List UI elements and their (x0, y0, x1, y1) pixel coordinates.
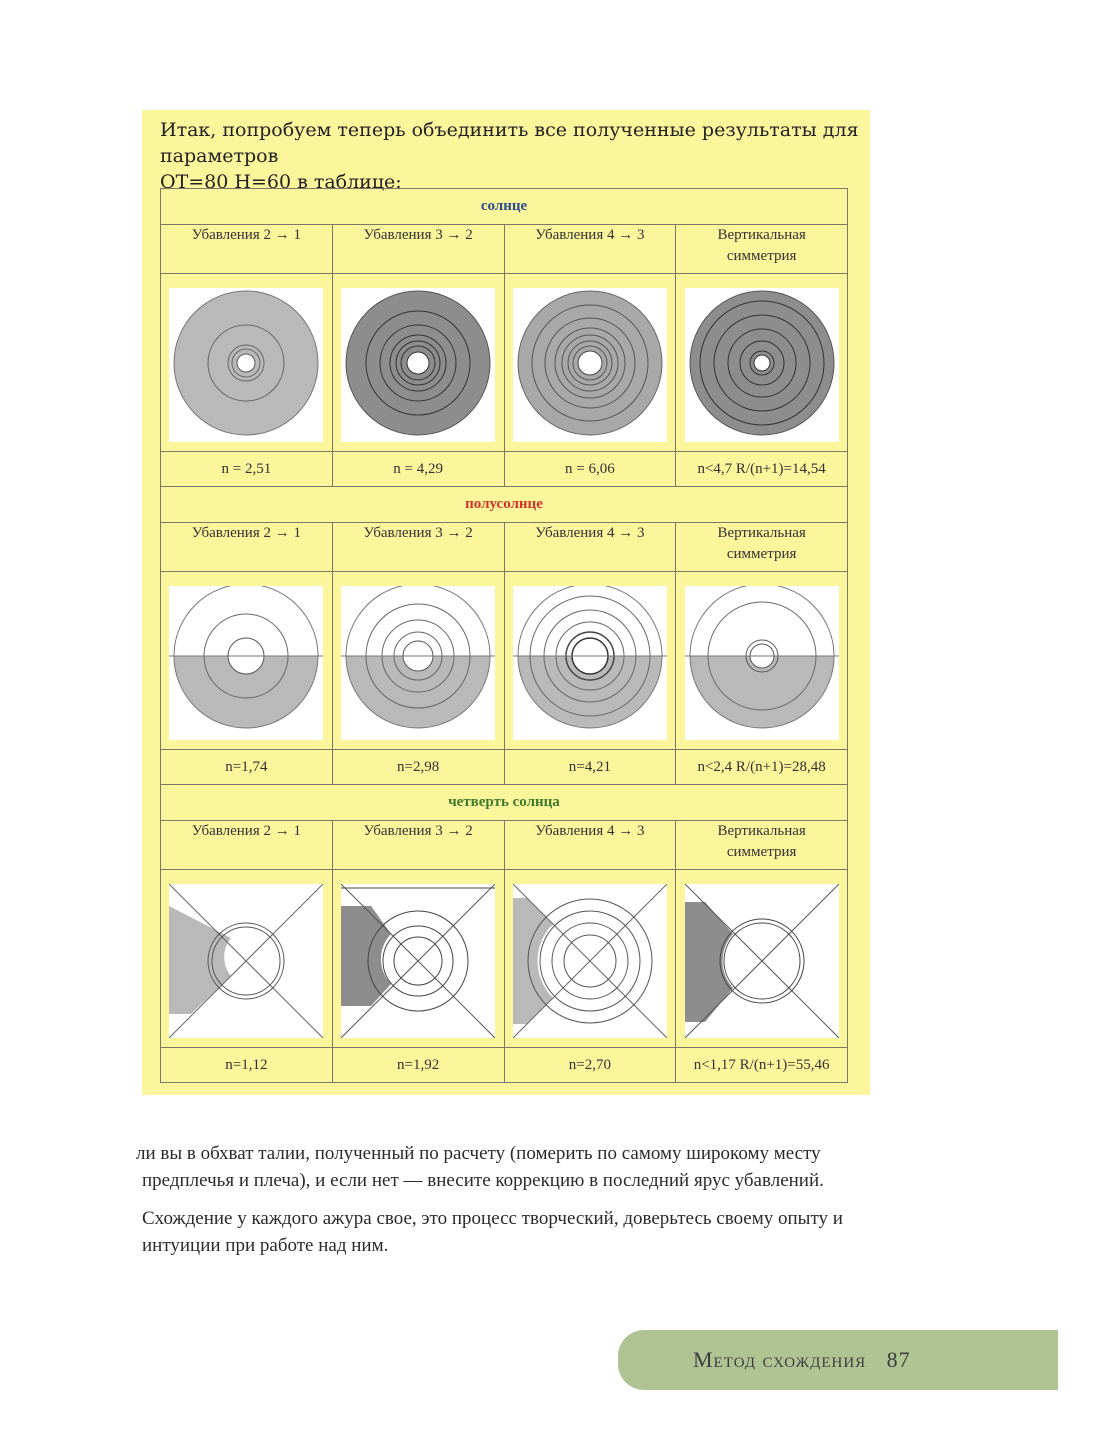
sun-disc-graphic (685, 288, 839, 442)
quarter-sun-graphic (169, 884, 323, 1038)
sun-diagram-vertical-symmetry (685, 288, 839, 442)
section-header-row (161, 487, 848, 523)
quarter-sun-diagram-vertical-symmetry (685, 884, 839, 1038)
section-title-sun: солнце (161, 189, 848, 225)
paragraph-2 (142, 1205, 872, 1259)
column-label: Убавления 2 → 1 (161, 225, 333, 274)
paragraph-1 (136, 1140, 872, 1194)
section-header-row (161, 785, 848, 821)
sun-diagram-3-2 (341, 288, 495, 442)
sun-disc-graphic (341, 288, 495, 442)
result-value: n=1,92 (332, 1048, 504, 1083)
column-label: Убавления 4 → 3 (504, 821, 676, 870)
paragraph-2-line-2: интуиции при работе над ним. (142, 1235, 389, 1256)
quarter-sun-graphic (341, 884, 495, 1038)
sun-diagram-4-3 (513, 288, 667, 442)
column-label: Вертикальная симметрия (676, 821, 848, 870)
result-value: n=1,74 (161, 750, 333, 785)
label-row (161, 523, 848, 572)
section-title-quarter-sun: четверть солнца (161, 785, 848, 821)
section-header-row (161, 189, 848, 225)
result-value: n<4,7 R/(n+1)=14,54 (676, 452, 848, 487)
half-sun-graphic (685, 586, 839, 740)
half-sun-diagram-2-1 (169, 586, 323, 740)
paragraph-2-line-1: Схождение у каждого ажура свое, это процесс творческий, доверьтесь своему опыту и (142, 1208, 843, 1229)
quarter-sun-diagram-3-2 (341, 884, 495, 1038)
column-label: Убавления 2 → 1 (161, 821, 333, 870)
diagram-row (161, 572, 848, 750)
result-value: n = 2,51 (161, 452, 333, 487)
label-row (161, 225, 848, 274)
sun-diagram-2-1 (169, 288, 323, 442)
diagram-row (161, 870, 848, 1048)
intro-line-2: ОТ=80 Н=60 в таблице: (160, 171, 402, 193)
page-number: 87 (886, 1347, 911, 1372)
quarter-sun-graphic (513, 884, 667, 1038)
paragraph-1-line-2: предплечья и плеча), и если нет — внесите коррекцию в последний ярус убавлений. (142, 1170, 824, 1191)
value-row (161, 452, 848, 487)
half-sun-diagram-vertical-symmetry (685, 586, 839, 740)
result-value: n=1,12 (161, 1048, 333, 1083)
quarter-sun-graphic (685, 884, 839, 1038)
result-value: n = 4,29 (332, 452, 504, 487)
column-label: Убавления 3 → 2 (332, 225, 504, 274)
half-sun-graphic (169, 586, 323, 740)
column-label: Вертикальная симметрия (676, 225, 848, 274)
value-row (161, 1048, 848, 1083)
results-table (160, 188, 848, 1083)
column-label: Убавления 3 → 2 (332, 523, 504, 572)
value-row (161, 750, 848, 785)
column-label: Вертикальная симметрия (676, 523, 848, 572)
section-title-half-sun: полусолнце (161, 487, 848, 523)
half-sun-diagram-4-3 (513, 586, 667, 740)
result-value: n=2,70 (504, 1048, 676, 1083)
result-value: n<1,17 R/(n+1)=55,46 (676, 1048, 848, 1083)
paragraph-1-line-1: ли вы в обхват талии, полученный по расчету (померить по самому широкому месту (136, 1143, 821, 1164)
column-label: Убавления 4 → 3 (504, 225, 676, 274)
column-label: Убавления 4 → 3 (504, 523, 676, 572)
label-row (161, 821, 848, 870)
column-label: Убавления 3 → 2 (332, 821, 504, 870)
result-value: n=4,21 (504, 750, 676, 785)
sun-disc-graphic (513, 288, 667, 442)
result-value: n<2,4 R/(n+1)=28,48 (676, 750, 848, 785)
chapter-title: Метод схождения (693, 1347, 867, 1372)
diagram-row (161, 274, 848, 452)
running-footer (693, 1347, 911, 1373)
intro-text (160, 117, 860, 195)
intro-line-1: Итак, попробуем теперь объединить все полученные результаты для параметров (160, 119, 859, 167)
result-value: n=2,98 (332, 750, 504, 785)
result-value: n = 6,06 (504, 452, 676, 487)
quarter-sun-diagram-4-3 (513, 884, 667, 1038)
half-sun-diagram-3-2 (341, 586, 495, 740)
half-sun-graphic (513, 586, 667, 740)
quarter-sun-diagram-2-1 (169, 884, 323, 1038)
column-label: Убавления 2 → 1 (161, 523, 333, 572)
body-text (136, 1140, 872, 1270)
sun-disc-graphic (169, 288, 323, 442)
half-sun-graphic (341, 586, 495, 740)
